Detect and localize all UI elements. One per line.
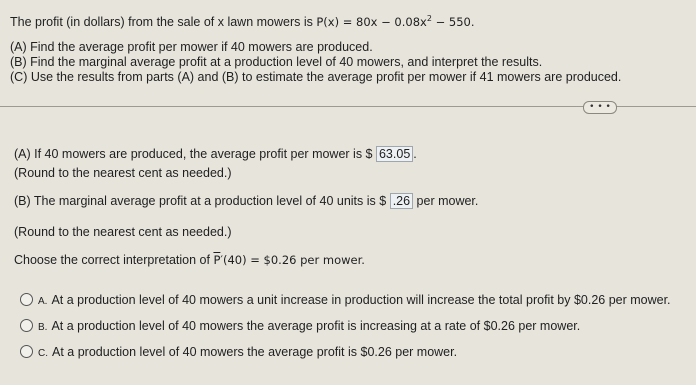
answer-b-line xyxy=(14,193,478,209)
answer-b-note: (Round to the nearest cent as needed.) xyxy=(14,225,232,239)
answer-b-input[interactable]: .26 xyxy=(390,193,413,209)
part-a-question: (A) Find the average profit per mower if 40 mowers are produced. xyxy=(10,40,373,54)
problem-intro: The profit (in dollars) from the sale of x lawn mowers is xyxy=(10,14,313,29)
answer-b-prefix: (B) The marginal average profit at a production level of 40 units is $ xyxy=(14,194,387,208)
interpretation-prefix: Choose the correct interpretation of xyxy=(14,253,210,267)
part-c-question: (C) Use the results from parts (A) and (B) to estimate the average profit per mower if 41 mowers are produced. xyxy=(10,70,622,84)
answer-a-line xyxy=(14,146,417,162)
radio-b[interactable] xyxy=(20,319,33,332)
choice-b-text: At a production level of 40 mowers the average profit is increasing at a rate of $0.26 per mower. xyxy=(51,319,581,333)
answer-a-note: (Round to the nearest cent as needed.) xyxy=(14,166,232,180)
answer-a-suffix: . xyxy=(413,147,417,161)
interpretation-expression: $\overline{P}'(40)$ = $0.26 per mower. xyxy=(213,253,365,267)
expand-more-button[interactable]: • • • xyxy=(583,101,617,114)
choice-a-text: At a production level of 40 mowers a unit increase in production will increase the total profit by $0.26 per mower. xyxy=(51,293,671,307)
problem-statement xyxy=(10,11,475,30)
answer-b-suffix: per mower. xyxy=(413,194,479,208)
choice-b-letter: B. xyxy=(38,322,48,333)
radio-c[interactable] xyxy=(20,345,33,358)
profit-function: $P(x) = 80x - 0.08x^2 - 550$. xyxy=(316,14,475,29)
part-b-question: (B) Find the marginal average profit at a production level of 40 mowers, and interpret the results. xyxy=(10,55,543,69)
choice-c-text: At a production level of 40 mowers the average profit is $0.26 per mower. xyxy=(52,345,458,359)
choice-a-letter: A. xyxy=(38,296,48,307)
choice-a[interactable] xyxy=(20,292,671,310)
exponent: 2 xyxy=(426,14,432,23)
radio-a[interactable] xyxy=(20,293,33,306)
answer-a-prefix: (A) If 40 mowers are produced, the average profit per mower is $ xyxy=(14,147,373,161)
choice-c-letter: C. xyxy=(38,348,48,359)
choice-b[interactable] xyxy=(20,318,580,336)
interpretation-prompt xyxy=(14,252,365,268)
answer-a-input[interactable]: 63.05 xyxy=(376,146,413,162)
choice-c[interactable] xyxy=(20,344,457,362)
